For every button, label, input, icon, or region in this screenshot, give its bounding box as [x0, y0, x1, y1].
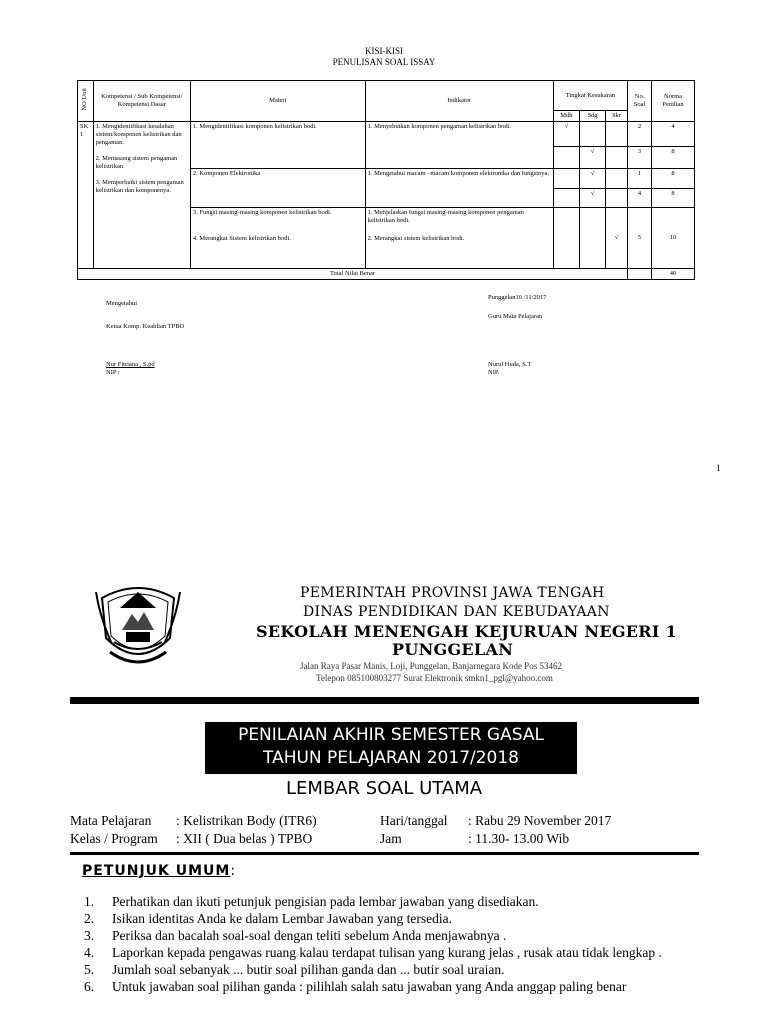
indikator-cell: 1. Menyebutkan komponen pengaman kelistrikan bodi. — [365, 122, 553, 169]
hari-value: : Rabu 29 November 2017 — [468, 813, 612, 828]
header-tingkat-kesukaran: Tingkat Kesukaran — [553, 81, 627, 111]
petunjuk-list — [80, 893, 700, 995]
exam-title: PENILAIAN AKHIR SEMESTER GASAL — [238, 725, 544, 745]
sheet-title: LEMBAR SOAL UTAMA — [285, 778, 483, 799]
list-item: 1. Perhatikan dan ikuti petunjuk pengisian pada lembar jawaban yang disediakan. — [84, 894, 539, 909]
sdg-cell — [579, 122, 605, 147]
materi-cell: 3. Fungsi masing-masing komponen kelistrikan bodi. — [190, 208, 365, 234]
sdg-cell: √ — [579, 169, 605, 189]
skr-cell — [606, 189, 628, 208]
document-subtitle: PENULISAN SOAL ISSAY — [332, 57, 436, 67]
sdg-cell: √ — [579, 189, 605, 208]
document-title: KISI-KISI — [365, 46, 403, 56]
signer-nip-1: NIP : — [106, 369, 120, 376]
no-soal-cell: 5 — [628, 208, 652, 269]
skr-cell — [606, 169, 628, 189]
list-item: 2. Isikan identitas Anda ke dalam Lembar Jawaban yang tersedia. — [84, 911, 453, 926]
skr-cell: √ — [606, 208, 628, 269]
no-soal-cell: 2 — [628, 122, 652, 147]
jam-value: : 11.30- 13.00 Wib — [468, 831, 570, 846]
signer-name-1: Nur Fitriana , S.pd — [106, 361, 155, 368]
province-emblem-icon — [92, 578, 184, 672]
hari-label: Hari/tanggal — [380, 813, 448, 828]
no-soal-cell: 3 — [628, 147, 652, 169]
list-item: 6. Untuk jawaban soal pilihan ganda : pilihlah salah satu jawaban yang Anda anggap paling benar — [84, 979, 627, 994]
header-norma: Norma Penilian — [652, 81, 695, 122]
header-indikator: Indikator — [365, 81, 553, 122]
unit-cell: SK 1 — [78, 122, 94, 269]
skr-cell — [606, 122, 628, 147]
header-dinas: DINAS PENDIDIKAN DAN KEBUDAYAAN — [303, 604, 610, 620]
skr-cell — [606, 147, 628, 169]
no-soal-cell: 4 — [628, 189, 652, 208]
page-number: 1 — [716, 463, 721, 473]
norma-cell: 8 — [652, 147, 695, 169]
header-sdg: Sdg — [579, 111, 605, 122]
list-item: 3. Periksa dan bacalah soal-soal dengan teliti sebelum Anda menjawabnya . — [84, 928, 507, 943]
header-address: Jalan Raya Pasar Manis, Loji, Punggelan, Banjarnegara Kode Pos 53462 — [300, 661, 562, 671]
list-item: 4. Laporkan kepada pengawas ruang kalau terdapat tulisan yang kurang jelas , rusak atau tidak lengkap . — [84, 945, 662, 960]
kisi-kisi-table — [77, 80, 695, 280]
header-mdh: Mdh — [553, 111, 579, 122]
header-skr: Skr — [606, 111, 628, 122]
place-date: Punggelan10 /11/2017 — [488, 294, 547, 301]
header-divider — [70, 697, 699, 704]
sdg-cell: √ — [579, 147, 605, 169]
materi-cell: 4. Merangkai Sistem kelistrikan bodi. — [190, 234, 365, 269]
header-school: SEKOLAH MENENGAH KEJURUAN NEGERI 1 — [256, 622, 677, 641]
norma-cell: 10 — [652, 208, 695, 269]
mdh-cell — [553, 147, 579, 169]
list-item: 5. Jumlah soal sebanyak ... butir soal pilihan ganda dan ... butir soal uraian. — [84, 962, 505, 977]
header-no-unit: NO Unit — [78, 81, 94, 122]
header-materi: Materi — [190, 81, 365, 122]
jam-label: Jam — [380, 831, 402, 846]
materi-cell: 2. Komponen Elektronika — [190, 169, 365, 208]
header-school-town: PUNGGELAN — [392, 640, 514, 659]
mapel-label: Mata Pelajaran — [70, 813, 152, 828]
exam-year: TAHUN PELAJARAN 2017/2018 — [263, 748, 519, 768]
ketua-label: Ketua Komp. Keahlian TPBO — [106, 323, 185, 330]
sdg-cell — [579, 208, 605, 269]
total-value: 40 — [652, 269, 695, 280]
norma-cell: 8 — [652, 189, 695, 208]
materi-cell: 1. Mengidentifikasi komponen kelistrikan bodi. — [190, 122, 365, 169]
exam-title-box — [205, 722, 577, 774]
signer-name-2: Nurul Huda, S.T — [488, 361, 532, 368]
petunjuk-heading: PETUNJUK UMUM: — [82, 863, 237, 879]
indikator-cell: 1. Mengetahui macam –macam komponen elektronika dan fungsinya. — [365, 169, 553, 208]
mdh-cell — [553, 208, 579, 269]
header-no-soal: No. Soal — [628, 81, 652, 122]
norma-cell: 4 — [652, 122, 695, 147]
header-contact: Telepon 085100803277 Surat Elektronik smkn1_pgl@yahoo.com — [316, 673, 553, 683]
indikator-cell: 2. Merangkai sistem kelistrikan bodi. — [365, 234, 553, 269]
mengetahui-label: Mengetahui — [106, 300, 138, 307]
mdh-cell: √ — [553, 122, 579, 147]
meta-divider — [70, 852, 699, 855]
header-kompetensi: Kompetensi / Sub Kompetensi/ Kompetensi Dasar — [93, 81, 190, 122]
header-province: PEMERINTAH PROVINSI JAWA TENGAH — [300, 585, 605, 601]
kelas-value: : XII ( Dua belas ) TPBO — [176, 831, 313, 846]
total-label: Total Nilai Benar — [78, 269, 628, 280]
mdh-cell — [553, 189, 579, 208]
signer-nip-2: NIP. — [488, 369, 500, 376]
kelas-label: Kelas / Program — [70, 831, 158, 846]
indikator-cell: 1. Menjelaskan fungsi masing-masing komponen pengaman kelistrikan bodi. — [365, 208, 553, 234]
no-soal-cell: 1 — [628, 169, 652, 189]
norma-cell: 8 — [652, 169, 695, 189]
kompetensi-cell: 1. Mengidentifikasi kesalahan sistem/komponen kelistrikan dan pengaman. 2. Memasang sistem pengaman kelistrikan 3. Memperbaiki sistem pengaman kelistrikan dan komponenya. — [93, 122, 190, 269]
mdh-cell — [553, 169, 579, 189]
guru-label: Guru Mata Pelajaran — [488, 313, 543, 320]
mapel-value: : Kelistrikan Body (ITR6) — [176, 813, 317, 828]
